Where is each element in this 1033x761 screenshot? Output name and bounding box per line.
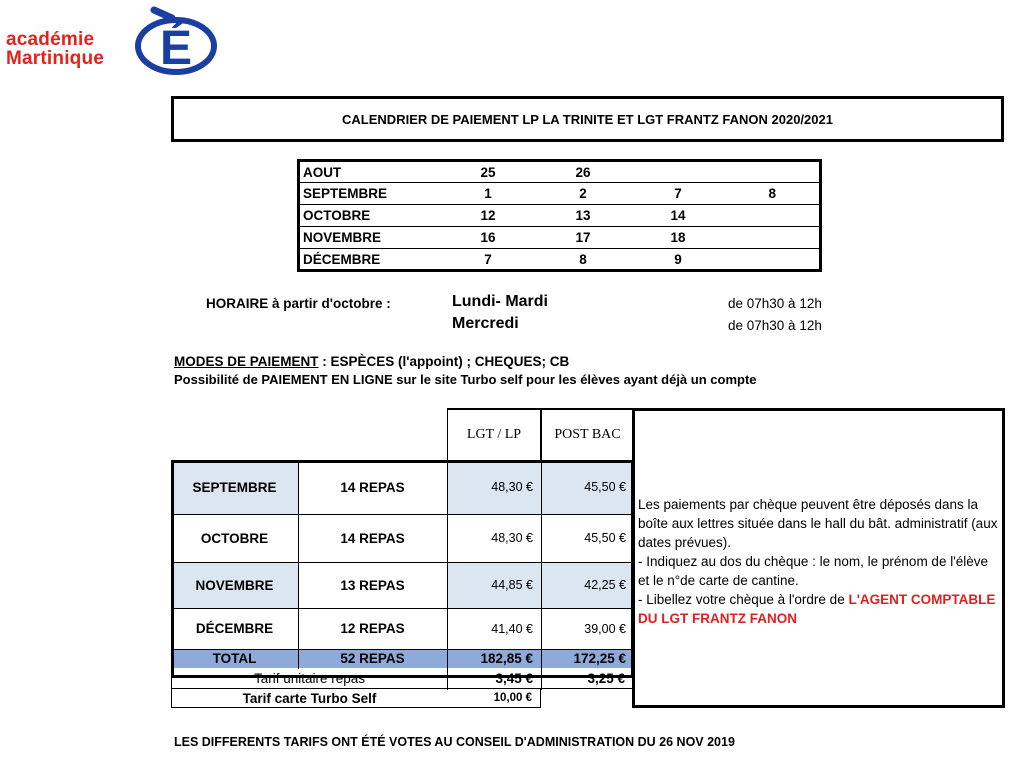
row-sept-postbac: 45,50 € [541, 460, 634, 514]
calendar-month: DÉCEMBRE [299, 249, 441, 271]
cheque-info-box [632, 408, 1005, 708]
card-price-value: 10,00 € [447, 689, 541, 708]
calendar-day: 18 [631, 227, 726, 249]
calendar-day: 26 [536, 161, 631, 183]
row-dec-postbac: 39,00 € [584, 621, 626, 636]
row-nov-meals: 13 REPAS [340, 577, 405, 593]
calendar-day [726, 205, 821, 227]
row-oct-meals: 14 REPAS [340, 530, 405, 546]
payment-calendar [297, 159, 822, 272]
unit-price-label: Tarif unitaire repas [171, 669, 447, 689]
info-p3-payee: L'AGENT COMPTABLE DU LGT FRANTZ FANON [638, 592, 996, 626]
calendar-day: 16 [441, 227, 536, 249]
logo-line1: académie [6, 29, 95, 50]
grid-hline-4 [171, 649, 634, 650]
calendar-row [299, 249, 821, 271]
calendar-day [726, 249, 821, 271]
grid-vline-1 [298, 460, 299, 669]
grid-hline-1 [171, 514, 634, 515]
document-title: CALENDRIER DE PAIEMENT LP LA TRINITE ET LGT FRANTZ FANON 2020/2021 [171, 96, 1004, 142]
row-oct-postbac: 45,50 € [584, 531, 626, 545]
row-dec-meals: 12 REPAS [340, 621, 405, 636]
price-table [171, 408, 634, 708]
calendar-day: 17 [536, 227, 631, 249]
info-paragraph-1: Les paiements par chèque peuvent être déposés dans la boîte aux lettres située dans le hall du bât. administratif (aux dates prévues). [638, 497, 998, 550]
calendar-day: 14 [631, 205, 726, 227]
logo-emblem-letter: É [159, 22, 193, 75]
card-price-label: Tarif carte Turbo Self [171, 689, 447, 708]
academie-logo [4, 4, 219, 76]
calendar-month: AOUT [299, 161, 441, 183]
grid-hline-3 [171, 608, 634, 609]
calendar-month: NOVEMBRE [299, 227, 441, 249]
row-sept-lgt: 48,30 € [447, 460, 541, 514]
row-nov-month: NOVEMBRE [171, 562, 298, 608]
calendar-day: 8 [726, 183, 821, 205]
info-paragraph-3 [638, 590, 1000, 628]
total-meals: 52 REPAS [298, 649, 447, 668]
calendar-day: 8 [536, 249, 631, 271]
horaire-hours2: de 07h30 à 12h [728, 318, 822, 333]
calendar-row [299, 183, 821, 205]
row-dec-month: DÉCEMBRE [195, 621, 274, 636]
grid-hline-2 [171, 562, 634, 563]
payment-modes-label: MODES DE PAIEMENT [174, 354, 319, 369]
calendar-month: OCTOBRE [299, 205, 441, 227]
row-oct-lgt: 48,30 € [491, 531, 533, 545]
calendar-day: 13 [536, 205, 631, 227]
footer-note: LES DIFFERENTS TARIFS ONT ÉTÉ VOTES AU CONSEIL D'ADMINISTRATION DU 26 NOV 2019 [174, 735, 735, 749]
calendar-row [299, 161, 821, 183]
grid-vline-2 [447, 408, 448, 690]
calendar-day: 12 [441, 205, 536, 227]
row-sept-month: SEPTEMBRE [171, 460, 298, 514]
calendar-day [631, 161, 726, 183]
horaire-label: HORAIRE à partir d'octobre : [206, 296, 391, 311]
total-label: TOTAL [171, 649, 298, 668]
horaire-day1: Lundi- Mardi [452, 293, 548, 310]
total-postbac: 172,25 € [541, 649, 634, 668]
calendar-day: 1 [441, 183, 536, 205]
row-dec-lgt: 41,40 € [491, 621, 533, 636]
calendar-day: 2 [536, 183, 631, 205]
grid-vline-3 [541, 408, 542, 690]
calendar-day: 9 [631, 249, 726, 271]
unit-price-lgt: 3,45 € [447, 669, 541, 689]
info-p3-text: - Libellez votre chèque à l'ordre de [638, 592, 849, 607]
col-header-postbac: POST BAC [541, 408, 634, 460]
calendar-row [299, 227, 821, 249]
calendar-day [726, 161, 821, 183]
unit-price-postbac: 3,25 € [541, 669, 634, 689]
calendar-day [726, 227, 821, 249]
col-header-lgt: LGT / LP [447, 408, 541, 460]
total-lgt: 182,85 € [447, 649, 541, 668]
row-nov-lgt: 44,85 € [447, 562, 541, 608]
row-sept-meals: 14 REPAS [340, 479, 405, 495]
logo-line2: Martinique [6, 48, 105, 69]
row-nov-postbac: 42,25 € [541, 562, 634, 608]
online-payment-note: Possibilité de PAIEMENT EN LIGNE sur le site Turbo self pour les élèves ayant déjà un compte [174, 372, 757, 387]
horaire-day2: Mercredi [452, 315, 519, 332]
payment-modes [174, 354, 569, 369]
calendar-day: 7 [441, 249, 536, 271]
calendar-month: SEPTEMBRE [299, 183, 441, 205]
price-grid-frame [171, 460, 634, 678]
calendar-row [299, 205, 821, 227]
row-oct-month: OCTOBRE [200, 530, 269, 546]
calendar-day: 25 [441, 161, 536, 183]
calendar-day: 7 [631, 183, 726, 205]
info-paragraph-2: - Indiquez au dos du chèque : le nom, le prénom de l'élève et le n°de carte de cantine. [638, 554, 989, 588]
horaire-hours1: de 07h30 à 12h [728, 296, 822, 311]
payment-modes-text: : ESPÈCES (l'appoint) ; CHEQUES; CB [318, 354, 570, 369]
